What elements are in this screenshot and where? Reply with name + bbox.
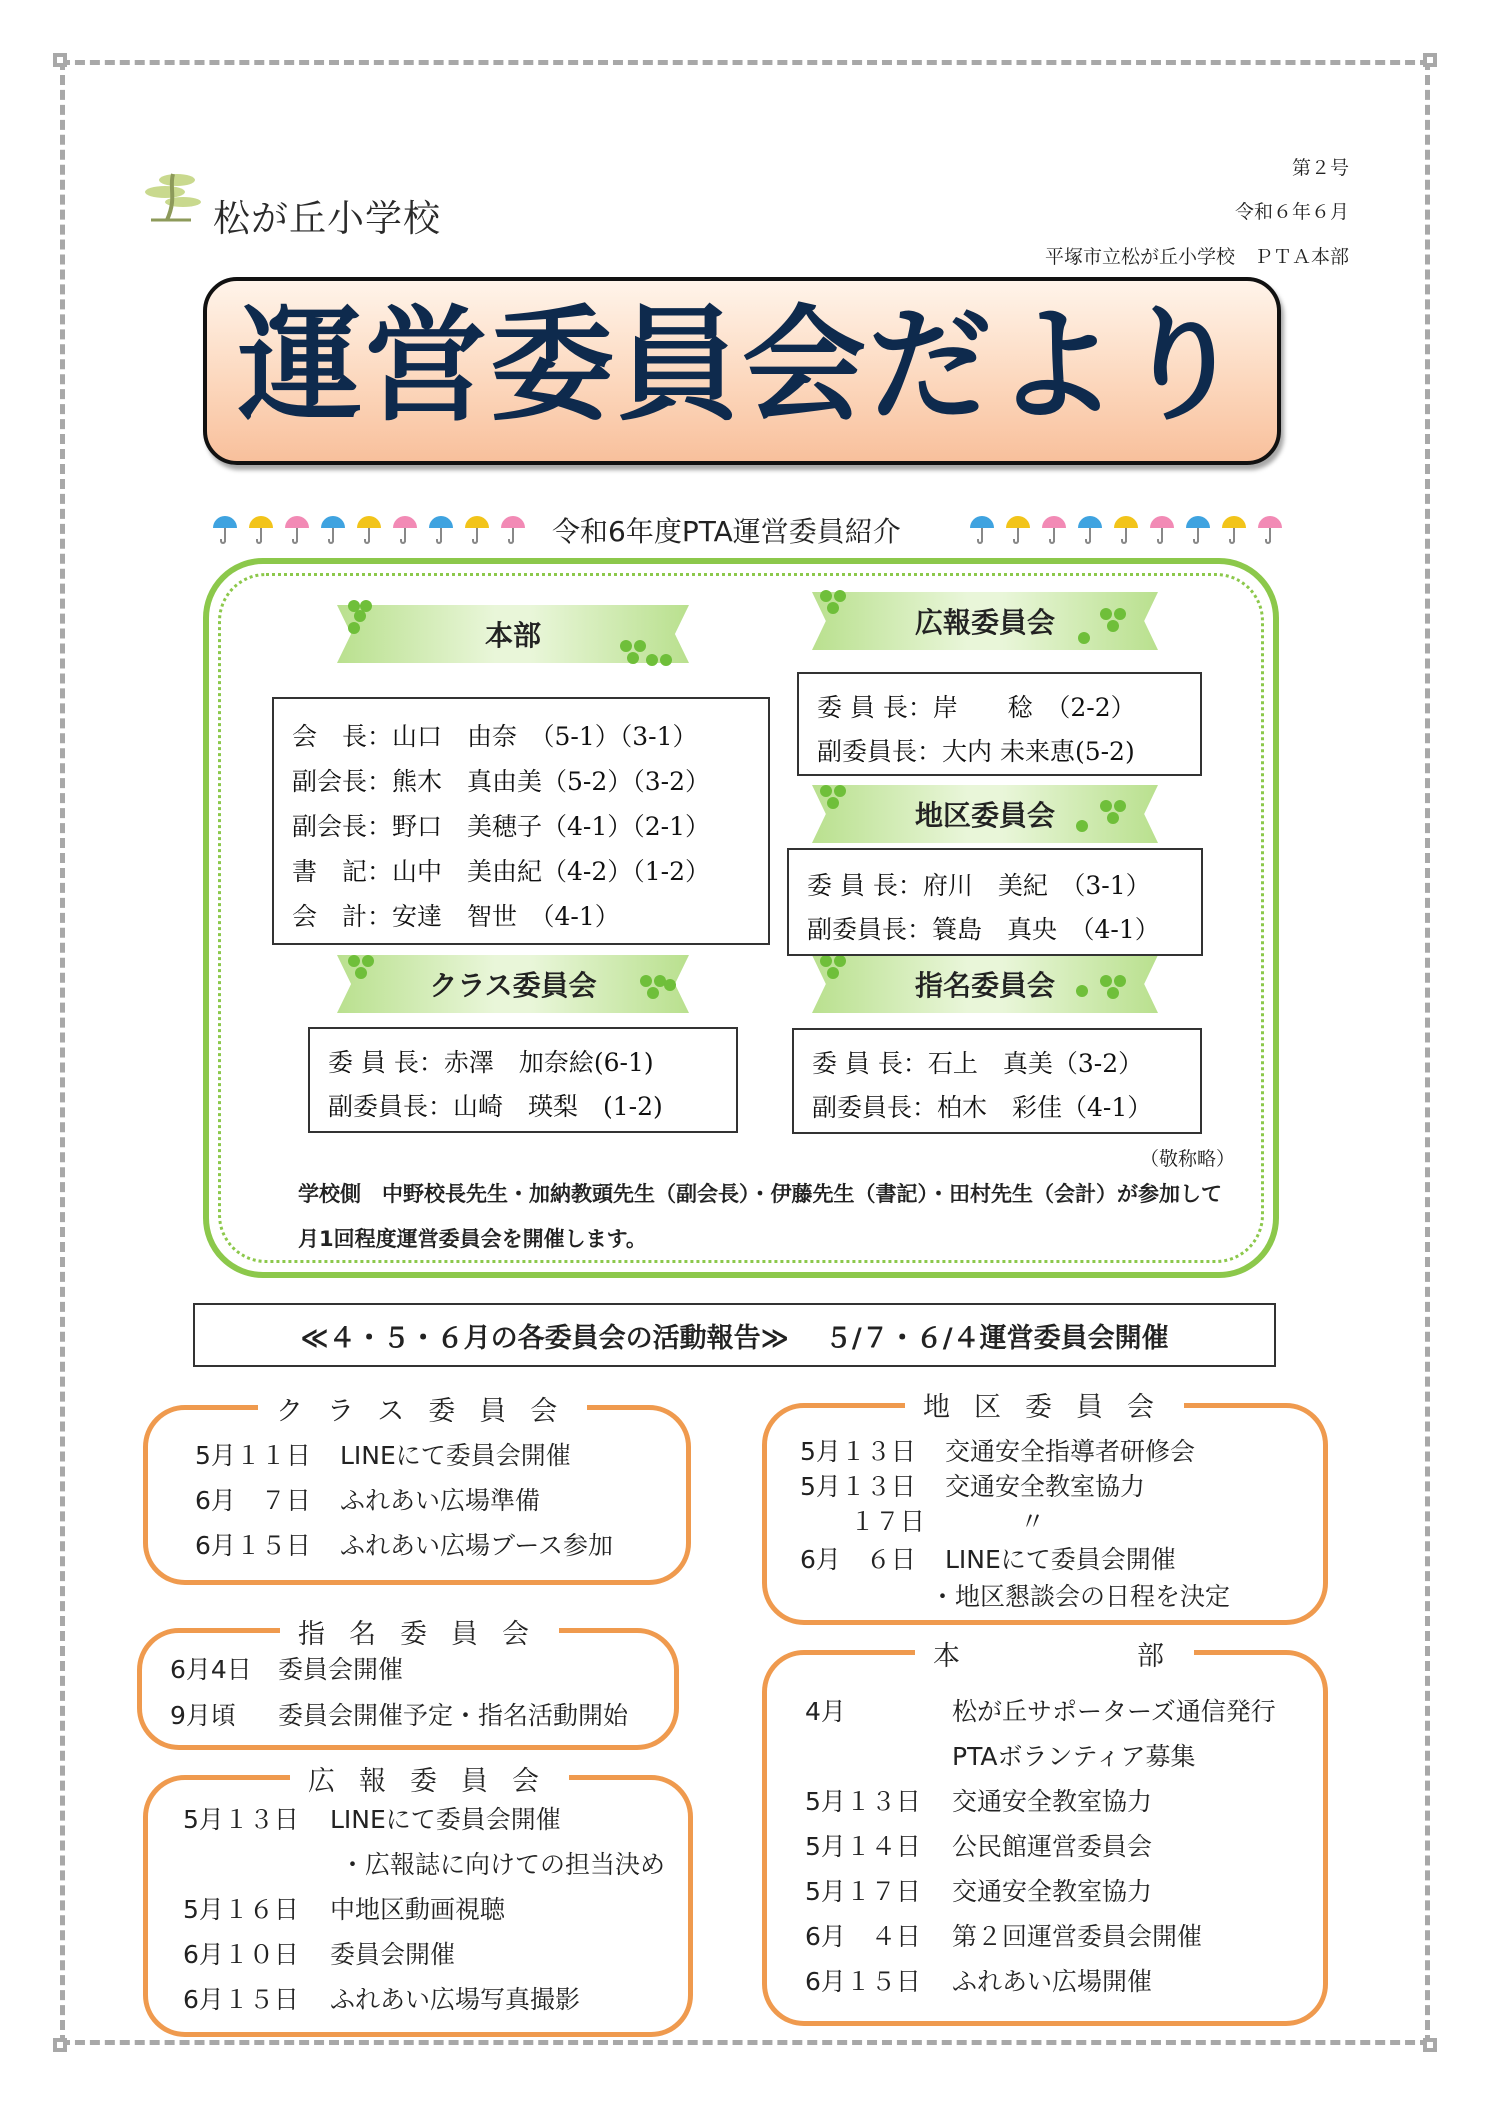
honorific-note: （敬称略） (1140, 1148, 1236, 1170)
activity-date: 6月１５日 (183, 1985, 299, 2014)
school-side-line: 学校側 中野校長先生・加納教頭先生（副会長）・伊藤先生（書記）・田村先生（会計）が参加して (298, 1182, 1222, 1206)
activity-text: LINEにて委員会開催 (945, 1545, 1176, 1574)
umbrella-icon (357, 516, 381, 544)
umbrella-icon (429, 516, 453, 544)
activity-date: 5月１４日 (805, 1832, 921, 1861)
kouhou-members (797, 672, 1202, 776)
activity-text: ふれあい広場準備 (340, 1486, 541, 1515)
member-row: 書 記：山中 美由紀（4-2）（1-2） (292, 857, 711, 886)
activity-date: 6月１５日 (805, 1967, 921, 1996)
pine-tree-icon (143, 168, 207, 224)
banner-chiku (812, 785, 1158, 843)
school-side-line: 月1回程度運営委員会を開催します。 (298, 1227, 647, 1251)
member-row: 委 員 長：府川 美紀 （3-1） (807, 871, 1151, 900)
member-row: 委 員 長：石上 真美（3-2） (812, 1049, 1144, 1078)
activity-date: 5月１７日 (805, 1877, 921, 1906)
umbrella-icon (249, 516, 273, 544)
activity-date: 6月 ６日 (800, 1545, 916, 1574)
activity-title: クラス委員会 (258, 1389, 587, 1428)
activity-title: 指名委員会 (280, 1612, 559, 1651)
activity-date: 6月 ４日 (805, 1922, 921, 1951)
activity-text: 交通安全教室協力 (952, 1877, 1153, 1906)
activity-date: 5月１３日 (183, 1805, 299, 1834)
activity-title: 地区委員会 (905, 1385, 1184, 1424)
activity-date: 6月4日 (170, 1655, 252, 1684)
issue-date: 令和６年６月 (1234, 201, 1349, 223)
umbrella-icon (465, 516, 489, 544)
activity-title: 本 部 (915, 1634, 1194, 1673)
honbu-members (272, 697, 770, 945)
activity-date: 6月１５日 (195, 1531, 311, 1560)
banner-label: 指名委員会 (914, 969, 1055, 1002)
member-row: 委 員 長：赤澤 加奈絵(6-1) (328, 1048, 654, 1077)
member-row: 会 計：安達 智世 （4-1） (292, 902, 620, 931)
activity-text: PTAボランティア募集 (952, 1742, 1196, 1771)
umbrella-icon (1258, 516, 1282, 544)
shimei-members (792, 1028, 1202, 1134)
member-row: 委 員 長：岸 稔 （2-2） (817, 693, 1136, 722)
umbrella-icon (213, 516, 237, 544)
activity-text: 委員会開催 (278, 1655, 404, 1684)
report-heading: ≪４・５・６月の各委員会の活動報告≫ (300, 1322, 789, 1354)
member-row: 副委員長：簑島 真央 （4-1） (807, 915, 1160, 944)
umbrella-icon (1150, 516, 1174, 544)
activity-date: 5月１６日 (183, 1895, 299, 1924)
activity-date: １７日 (800, 1507, 926, 1536)
member-row: 副委員長：大内 未来恵(5-2) (817, 737, 1135, 766)
banner-label: 地区委員会 (914, 799, 1055, 832)
banner-label: 本部 (484, 619, 541, 652)
issue-number: 第２号 (1291, 157, 1349, 179)
umbrella-icon (321, 516, 345, 544)
activity-text: 交通安全教室協力 (945, 1472, 1146, 1501)
report-meetings: ５/７・６/４運営委員会開催 (824, 1322, 1169, 1354)
activity-text: LINEにて委員会開催 (330, 1805, 561, 1834)
activity-date: 6月 ７日 (195, 1486, 311, 1515)
member-row: 副会長：熊木 真由美（5-2）（3-2） (292, 767, 711, 796)
activity-text: 委員会開催 (330, 1940, 456, 1969)
frame-corner (1423, 2038, 1437, 2052)
frame-corner (53, 2038, 67, 2052)
chiku-members (787, 848, 1203, 956)
activity-text: 委員会開催予定・指名活動開始 (278, 1701, 629, 1730)
umbrella-icon (501, 516, 525, 544)
activity-text: LINEにて委員会開催 (340, 1441, 571, 1470)
activity-date: 6月１０日 (183, 1940, 299, 1969)
report-heading-box (193, 1303, 1276, 1367)
umbrella-icon (1114, 516, 1138, 544)
activity-date: 9月頃 (170, 1701, 236, 1730)
activity-text: 交通安全教室協力 (952, 1787, 1153, 1816)
umbrella-decor-left (213, 516, 525, 550)
activity-text: 〃 (1020, 1507, 1046, 1536)
umbrella-icon (393, 516, 417, 544)
activity-date: 5月１３日 (805, 1787, 921, 1816)
school-name: 松が丘小学校 (213, 197, 441, 240)
umbrella-icon (1006, 516, 1030, 544)
activity-date: 5月１１日 (195, 1441, 311, 1470)
activity-text: 第２回運営委員会開催 (952, 1922, 1203, 1951)
member-row: 副会長：野口 美穂子（4-1）（2-1） (292, 812, 711, 841)
activity-text: ・地区懇談会の日程を決定 (930, 1582, 1231, 1611)
banner-label: クラス委員会 (429, 969, 597, 1002)
banner-class (337, 955, 689, 1013)
activity-text: 公民館運営委員会 (952, 1832, 1153, 1861)
umbrella-decor-right (970, 516, 1282, 550)
frame-corner (53, 53, 67, 67)
umbrella-icon (1222, 516, 1246, 544)
activity-title: 広報委員会 (290, 1759, 569, 1798)
member-row: 副委員長：柏木 彩佳（4-1） (812, 1093, 1153, 1122)
member-row: 副委員長：山崎 瑛梨 (1-2) (328, 1092, 663, 1121)
frame-corner (1423, 53, 1437, 67)
activity-date: 5月１３日 (800, 1437, 916, 1466)
class-members (308, 1027, 738, 1133)
activity-date: 4月 (805, 1697, 846, 1726)
umbrella-icon (1186, 516, 1210, 544)
banner-kouhou (812, 592, 1158, 650)
member-row: 会 長：山口 由奈 （5-1）（3-1） (292, 722, 698, 751)
umbrella-icon (1042, 516, 1066, 544)
umbrella-icon (1078, 516, 1102, 544)
intro-title: 令和6年度PTA運営委員紹介 (552, 515, 901, 548)
activity-text: ふれあい広場開催 (952, 1967, 1153, 1996)
banner-label: 広報委員会 (914, 606, 1055, 639)
activity-text: 交通安全指導者研修会 (945, 1437, 1196, 1466)
activity-text: ・広報誌に向けての担当決め (340, 1850, 666, 1879)
activity-text: 松が丘サポーターズ通信発行 (952, 1697, 1276, 1726)
activity-text: 中地区動画視聴 (330, 1895, 506, 1924)
activity-text: ふれあい広場ブース参加 (340, 1531, 614, 1560)
activity-text: ふれあい広場写真撮影 (330, 1985, 581, 2014)
umbrella-icon (970, 516, 994, 544)
page-title: 運営委員会だより (237, 294, 1246, 438)
publisher: 平塚市立松が丘小学校 ＰＴＡ本部 (1044, 246, 1349, 268)
umbrella-icon (285, 516, 309, 544)
activity-date: 5月１３日 (800, 1472, 916, 1501)
